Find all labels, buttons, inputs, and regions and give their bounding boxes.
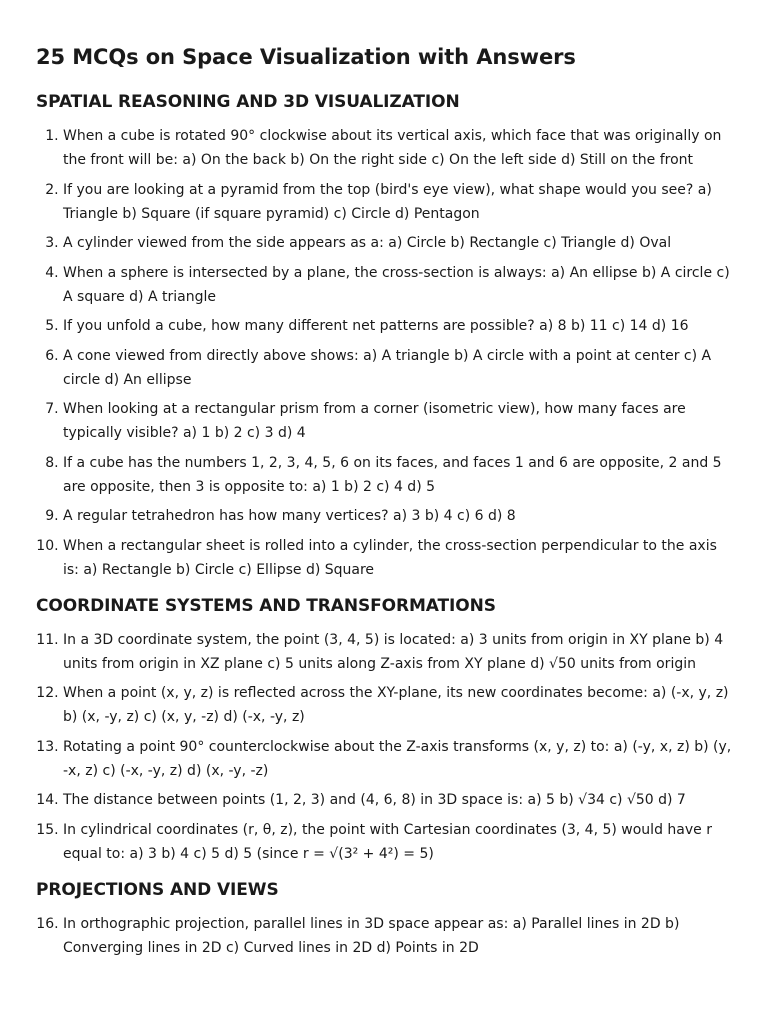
question-item: 1. When a cube is rotated 90° clockwise about its vertical axis, which face that was originally on the front will be: a) On the back b) On the right side c) On the left side d) Still on the front [63,124,732,172]
question-item: 13. Rotating a point 90° counterclockwise about the Z-axis transforms (x, y, z) to: a) (-y, x, z) b) (y, -x, z) c) (-x, -y, z) d) (x, -y, -z) [63,735,732,783]
question-item: 14. The distance between points (1, 2, 3) and (4, 6, 8) in 3D space is: a) 5 b) √34 c) √50 d) 7 [63,788,732,812]
question-item: 5. If you unfold a cube, how many different net patterns are possible? a) 8 b) 11 c) 14 d) 16 [63,314,732,338]
question-list-coordinates [36,628,732,866]
question-item: 2. If you are looking at a pyramid from the top (bird's eye view), what shape would you see? a) Triangle b) Square (if square pyramid) c) Circle d) Pentagon [63,178,732,226]
question-item: 7. When looking at a rectangular prism from a corner (isometric view), how many faces are typically visible? a) 1 b) 2 c) 3 d) 4 [63,397,732,445]
question-list-spatial [36,124,732,582]
question-item: 15. In cylindrical coordinates (r, θ, z), the point with Cartesian coordinates (3, 4, 5) would have r equal to: a) 3 b) 4 c) 5 d) 5 (since r = √(3² + 4²) = 5) [63,818,732,866]
question-item: 8. If a cube has the numbers 1, 2, 3, 4, 5, 6 on its faces, and faces 1 and 6 are opposite, 2 and 5 are opposite, then 3 is opposite to: a) 1 b) 2 c) 4 d) 5 [63,451,732,499]
question-list-projections [36,912,732,960]
question-item: 3. A cylinder viewed from the side appears as a: a) Circle b) Rectangle c) Triangle d) Oval [63,231,732,255]
page-title: 25 MCQs on Space Visualization with Answers [36,45,576,69]
question-item: 4. When a sphere is intersected by a plane, the cross-section is always: a) An ellipse b) A circle c) A square d) A triangle [63,261,732,309]
section-heading-coordinates: COORDINATE SYSTEMS AND TRANSFORMATIONS [36,595,496,616]
section-heading-projections: PROJECTIONS AND VIEWS [36,879,279,900]
question-item: 6. A cone viewed from directly above shows: a) A triangle b) A circle with a point at center c) A circle d) An ellipse [63,344,732,392]
question-item: 12. When a point (x, y, z) is reflected across the XY-plane, its new coordinates become: a) (-x, y, z) b) (x, -y, z) c) (x, y, -z) d) (-x, -y, z) [63,681,732,729]
section-heading-spatial: SPATIAL REASONING AND 3D VISUALIZATION [36,92,460,112]
question-item: 11. In a 3D coordinate system, the point (3, 4, 5) is located: a) 3 units from origin in XY plane b) 4 units from origin in XZ plane c) 5 units along Z-axis from XY plane d) √50 units from origin [63,628,732,676]
question-item: 10. When a rectangular sheet is rolled into a cylinder, the cross-section perpendicular to the axis is: a) Rectangle b) Circle c) Ellipse d) Square [63,534,732,582]
question-item: 16. In orthographic projection, parallel lines in 3D space appear as: a) Parallel lines in 2D b) Converging lines in 2D c) Curved lines in 2D d) Points in 2D [63,912,732,960]
question-item: 9. A regular tetrahedron has how many vertices? a) 3 b) 4 c) 6 d) 8 [63,504,732,528]
